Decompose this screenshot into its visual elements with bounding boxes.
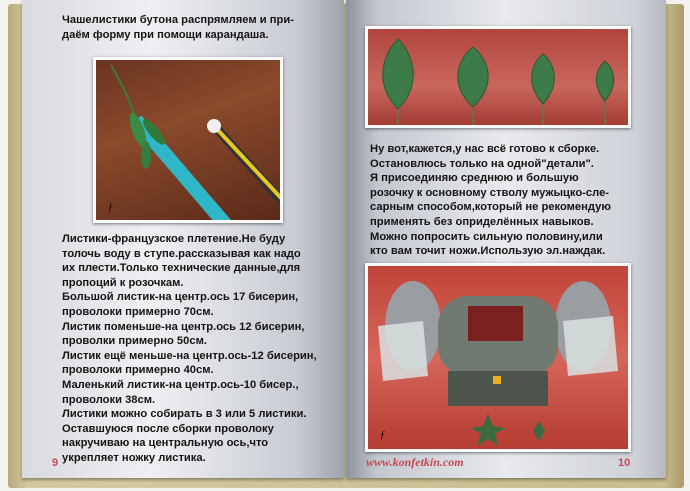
photo-signature: ƒ — [108, 202, 113, 213]
right-body: Ну вот,кажется,у нас всё готово к сборке. Остановлюсь только на одной"детали". Я присоединяю среднюю и большую розочку к основному стволу мужыцко-сле- сарным способом,который не рекомендую применять без опpиделённых навыков. Можно попросить сильную половину,или кто вам точит ножи.Использую эл.наждак. — [370, 143, 611, 258]
photo-bench-grinder — [365, 263, 631, 452]
page-number-right: 10 — [618, 457, 631, 469]
right-page — [346, 0, 666, 478]
left-page — [22, 0, 344, 478]
website-link[interactable]: www.konfetkin.com — [366, 455, 464, 469]
left-heading: Чашелистики бутона распрямляем и при- даём форму при помощи карандаша. — [62, 14, 294, 41]
grinder-illustration — [368, 266, 628, 449]
pencil-illustration — [96, 60, 280, 220]
page-number-left: 9 — [52, 457, 59, 469]
left-body: Листики-французское плетение.Не буду толочь воду в ступе.рассказывая как надо их плести.Только технические данные,для пропоций к розочкам. Большой листик-на центр.ось 17 бисерин, проволоки примерно 70см. Листик поменьше-на центр.ось 12 бисерин, проволки примерно 50см. Листик ещё меньше-на центр.ось-12 бисерин, проволоки примерно 40см. Маленький листик-на центр.ось-10 бисер., проволоки 38см. Листики можно собирать в 3 или 5 листики. Оставшуюся после сборки проволоку накручиваю на центральную ось,что укрепляет ножку листика. — [62, 233, 317, 464]
photo-beaded-leaves — [365, 26, 631, 128]
photo-signature: ƒ — [380, 430, 385, 441]
leaves-illustration — [368, 29, 628, 125]
photo-pencil-sepals — [93, 57, 283, 223]
